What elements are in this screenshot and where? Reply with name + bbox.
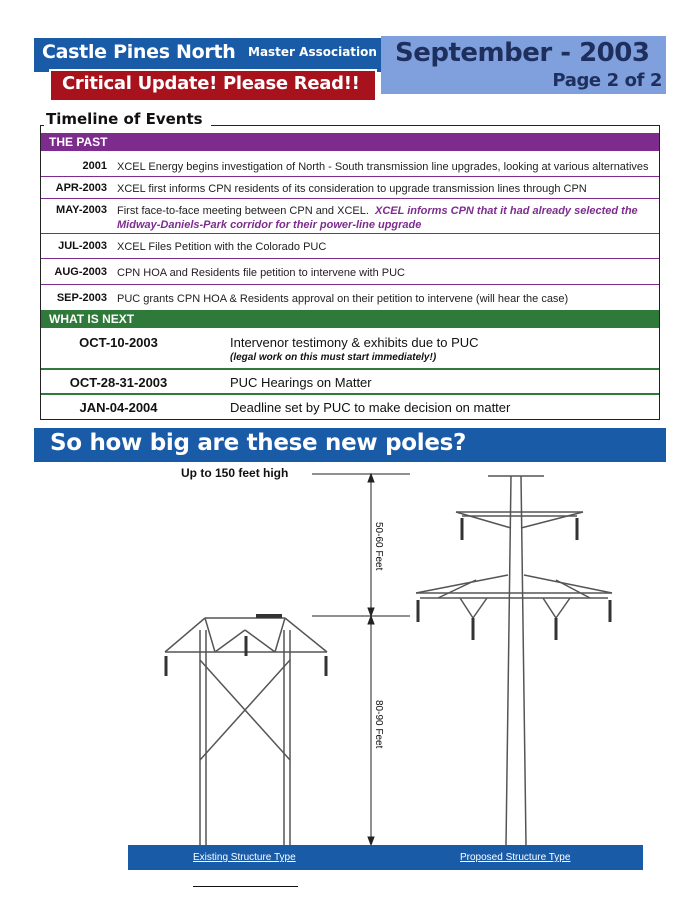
timeline-row [41,286,659,310]
event-date: JUL-2003 [58,240,107,252]
existing-insulators [166,636,326,676]
upcoming-row [41,371,659,395]
crossarm-cap [256,614,282,618]
timeline-row [41,260,659,285]
event-date: SEP-2003 [56,292,107,304]
event-text: PUC grants CPN HOA & Residents approval on their petition to intervene (will hear the case) [117,293,569,305]
org-name: Castle Pines North [42,41,236,63]
past-section-bar [41,133,659,151]
org-subtitle: Master Association [248,45,377,59]
upcoming-date: OCT-10-2003 [79,335,158,350]
poles-title: So how big are these new poles? [50,430,467,456]
footer-rule [193,886,298,887]
timeline-row [41,179,659,199]
event-text-block [117,204,653,232]
critical-update-text: Critical Update! Please Read!! [62,73,360,94]
tower-comparison-drawing [0,460,700,850]
event-date: 2001 [82,160,107,172]
arrow-up-icon [368,474,374,482]
event-text: XCEL Files Petition with the Colorado PUC [117,241,327,253]
timeline-row [41,158,659,177]
event-text: XCEL first informs CPN residents of its consideration to upgrade transmission lines through CPN [117,183,587,195]
upcoming-text: PUC Hearings on Matter [230,375,372,390]
proposed-structure-label: Proposed Structure Type [460,852,571,863]
event-text: XCEL Energy begins investigation of North - South transmission line upgrades, looking at various alternatives [117,161,649,173]
event-date: APR-2003 [55,182,107,194]
upper-dimension-label: 50-60 Feet [373,522,384,571]
next-section-bar [41,310,659,328]
past-section-label: THE PAST [49,135,108,149]
event-text: CPN HOA and Residents file petition to intervene with PUC [117,267,405,279]
upcoming-text: Deadline set by PUC to make decision on matter [230,400,511,415]
proposed-insulators [418,518,610,640]
page-number: Page 2 of 2 [552,70,662,91]
upcoming-row [41,396,659,419]
timeline-heading: Timeline of Events [44,110,211,128]
upcoming-date: JAN-04-2004 [79,400,158,415]
issue-date: September - 2003 [395,38,650,68]
height-label: Up to 150 feet high [181,466,289,480]
upcoming-note: (legal work on this must start immediately!) [230,352,437,363]
upcoming-text: Intervenor testimony & exhibits due to PUC [230,335,479,350]
upcoming-date: OCT-28-31-2003 [69,375,168,390]
event-date: AUG-2003 [54,266,107,278]
timeline-row [41,200,659,234]
lower-dimension-label: 80-90 Feet [373,700,384,749]
event-date: MAY-2003 [56,204,107,216]
upcoming-row [41,328,659,370]
next-section-label: WHAT IS NEXT [49,312,135,326]
event-highlight: XCEL informs CPN that it had already selected the Midway-Daniels-Park corridor for their power-line upgrade [117,205,638,231]
timeline-row [41,235,659,259]
proposed-tower [416,476,612,845]
existing-structure-label: Existing Structure Type [193,852,296,863]
arrow-down-icon [368,837,374,845]
event-text: First face-to-face meeting between CPN and XCEL. [117,205,369,217]
arrow-up-icon [368,616,374,624]
